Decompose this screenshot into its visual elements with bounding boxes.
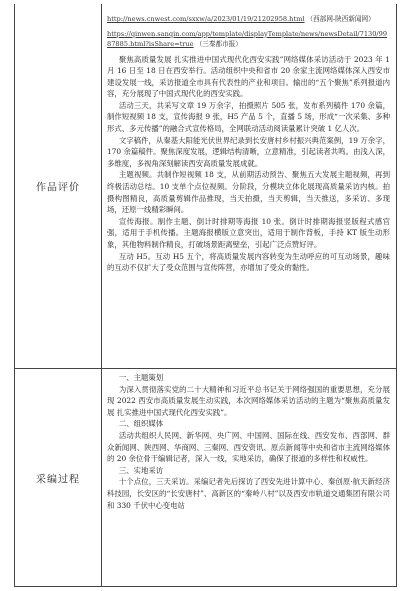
process-row (15, 369, 396, 586)
process-label: 采编过程 (36, 474, 80, 485)
link-url[interactable]: http://news.cnwest.com/sxxw/a/2023/01/19/21202958.html (107, 15, 305, 23)
evaluation-content (107, 14, 390, 368)
link-source: （三秦都市报） (195, 40, 242, 48)
process-content (107, 372, 390, 586)
evaluation-row (15, 4, 396, 369)
evaluation-paragraph: 互动 H5。互动 H5 五个，将高质量发展内容转变为生动呼应的可互动场景，趣味的互动不仅扩大了受众范围与宣传阵营，亦增加了受众的黏性。 (107, 251, 390, 273)
process-label-cell (15, 369, 102, 586)
process-paragraph: 十个点位，三天采访。采编记者先后探访了西安先进计算中心、秦创原·航天新经济科技园，长安区的“长安唐村”、高新区的“秦岭八村”以及西安市轨道交通集团有限公司和 330 千伏中心变电站 (107, 477, 390, 510)
evaluation-paragraph: 活动三天，共采写文章 19 万余字，拍摄照片 505 张，发布系列稿件 170 余篇，制作短视频 18 支，宣传海报 9 张，H5 产品 5 个，直播 5 场，形成“一次采集、多种形式、多元传播”的融合式宣传格局，全网联动活动阅读量累计突破 1 亿人次。 (107, 100, 390, 134)
evaluation-paragraph: 宣传海报。制作主题、倒计时排期等海报 10 张。倒计时排期海报竖版程式感官强，适用于手机传播。主题海报横版立意突出，适用于制作背板，手持 KT 版生动形象，其他物料制作精良，打破场景距离壁垒，引起广泛点赞好评。 (107, 216, 390, 249)
evaluation-label-cell (15, 4, 102, 368)
evaluation-paragraph: 文字稿件，从秦基大阳能光伏世界纪录到长安唐村乡村振兴典范案例，19 万余字，170 余篇稿件。聚焦深度发展，逻辑结构清晰，立意精准，引起读者共鸣。由浅入深，多维度，多视角深刻解读西安高质量发展成就。 (107, 135, 390, 168)
source-link-2[interactable] (107, 29, 390, 50)
link-url[interactable]: https://qinwen.sanqin.com/app/template/displayTemplate/news/newsDetail/7130/9987885.html?isShare=true (107, 29, 388, 48)
section-heading: 二、组织媒体 (118, 419, 164, 429)
evaluation-label: 作品评价 (36, 182, 80, 194)
section-heading: 三、实地采访 (118, 465, 164, 475)
evaluation-paragraph: 主题视频。共制作短视频 18 支，从前期活动预告、聚焦五大发展主题视频，再到终极活动总结。10 支单个点位视频。分阶段，分模块立体化展现高质量采访内核。拍摄构图精良，高质量剪辑作品推现，当天拍摄，当天剪辑，当天推送，多采访、多现场，还原一线精彩瞬间。 (107, 170, 390, 215)
process-paragraph: 活动共组织人民网、新华网、央广网、中国网、国际在线、西安发布、西部网、群众新闻网、陕西网、华商网、三秦网、西安资讯、原点新闻等中央和省市主流网络媒体的 20 余位骨干编辑记者，深入一线，实地采访，确保了报道的多样性和权威性。 (107, 430, 390, 464)
link-source: （西部网-陕西新闻网） (306, 15, 375, 23)
record-table (14, 4, 397, 587)
section-heading: 一、主题策划 (118, 373, 164, 382)
process-paragraph: 为深入贯彻落实党的二十大精神和习近平总书记关于网络强国的重要思想，充分展现 2022 西安市高质量发展生动实践，本次网络媒体采访活动的主题为“聚焦高质量发展 扎实推进中国式现代化西安实践”。 (107, 384, 390, 417)
source-link-1[interactable] (107, 14, 390, 25)
evaluation-paragraph: 聚焦高质量发展 扎实推进中国式现代化西安实践”网络媒体采访活动于 2023 年 1 月 16 日至 18 日在西安举行。活动组织中央和省市 20 余家主流网络媒体深入西安市建设发展一线，采访报道全市具有代表性的产业和项目。输出的“五个聚焦”系列报道内容，充分展现了中国式现代化的西安实践。 (107, 54, 390, 99)
